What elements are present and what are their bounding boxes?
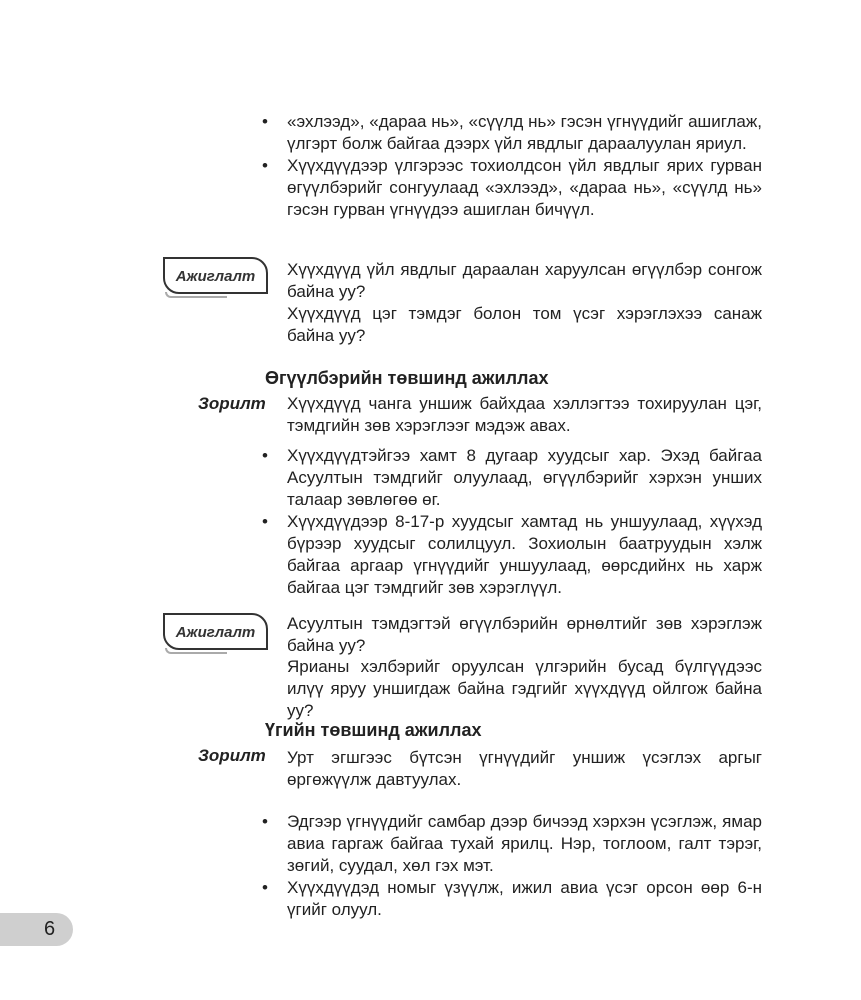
page-number-tab — [0, 913, 73, 946]
observation-badge: Ажиглалт — [163, 257, 268, 294]
observation-question: Хүүхдүүд үйл явдлыг дараалан харуулсан өгүүлбэр сонгож байна уу? — [287, 260, 762, 301]
bullet-list-sentence-level — [262, 445, 762, 599]
goal-text: Хүүхдүүд чанга уншиж байхдаа хэллэгтээ тохируулан цэг, тэмдгийн зөв хэрэглээг мэдэж авах. — [287, 394, 762, 435]
observation-question: Ярианы хэлбэрийг оруулсан үлгэрийн бусад бүлгүүдээс илүү яруу уншигдаж байна гэдгийг хүүхдүүд ойлгож байна уу? — [287, 657, 762, 720]
list-item: • Эдгээр үгнүүдийг самбар дээр бичээд хэрхэн үсэглэж, ямар авиа гаргаж байгаа тухай ярилц. Нэр, тоглоом, галт тэрэг, зөгий, суудал, хөл гэх мэт. — [262, 811, 762, 877]
list-item: • Хүүхдүүдээр үлгэрээс тохиолдсон үйл явдлыг ярих гурван өгүүлбэрийг сонгуулаад «эхлээд», «дараа нь», «сүүлд нь» гэсэн гурван үгнүүдээ ашиглан бичүүл. — [262, 155, 762, 221]
bullet-list-word-level — [262, 811, 762, 921]
goal-text: Урт эгшгээс бүтсэн үгнүүдийг уншиж үсэглэх аргыг өргөжүүлж давтуулах. — [287, 748, 762, 789]
list-item: • Хүүхдүүдтэйгээ хамт 8 дугаар хуудсыг хар. Эхэд байгаа Асуултын тэмдгийг олуулаад, өгүүлбэрийг хэрхэн унших талаар зөвлөгөө өг. — [262, 445, 762, 511]
bullet-list-retell — [262, 111, 762, 221]
observation-badge: Ажиглалт — [163, 613, 268, 650]
page-number: 6 — [44, 918, 56, 940]
section-heading-word-level: Үгийн төвшинд ажиллах — [265, 720, 482, 740]
list-item: • Хүүхдүүдэд номыг үзүүлж, ижил авиа үсэг орсон өөр 6-н үгийг олуул. — [262, 877, 762, 921]
list-item: • «эхлээд», «дараа нь», «сүүлд нь» гэсэн үгнүүдийг ашиглаж, үлгэрт болж байгаа дээрх үйл явдлыг дараалуулан яриул. — [262, 111, 762, 155]
observation-question: Асуултын тэмдэгтэй өгүүлбэрийн өрнөлтийг зөв хэрэглэж байна уу? — [287, 614, 762, 655]
list-item: • Хүүхдүүдээр 8-17-р хуудсыг хамтад нь уншуулаад, хүүхэд бүрээр хуудсыг солилцуул. Зохиолын баатруудын хэлж байгаа аргаар үгнүүдийг уншуулаад, өөрсдийнх нь харж байгаа цэг тэмдгийг зөв хэрэглүүл. — [262, 511, 762, 599]
goal-label: Зорилт — [198, 746, 266, 765]
goal-label: Зорилт — [198, 394, 266, 413]
observation-question: Хүүхдүүд цэг тэмдэг болон том үсэг хэрэглэхээ санаж байна уу? — [287, 304, 762, 345]
section-heading-sentence-level: Өгүүлбэрийн төвшинд ажиллах — [265, 368, 549, 388]
